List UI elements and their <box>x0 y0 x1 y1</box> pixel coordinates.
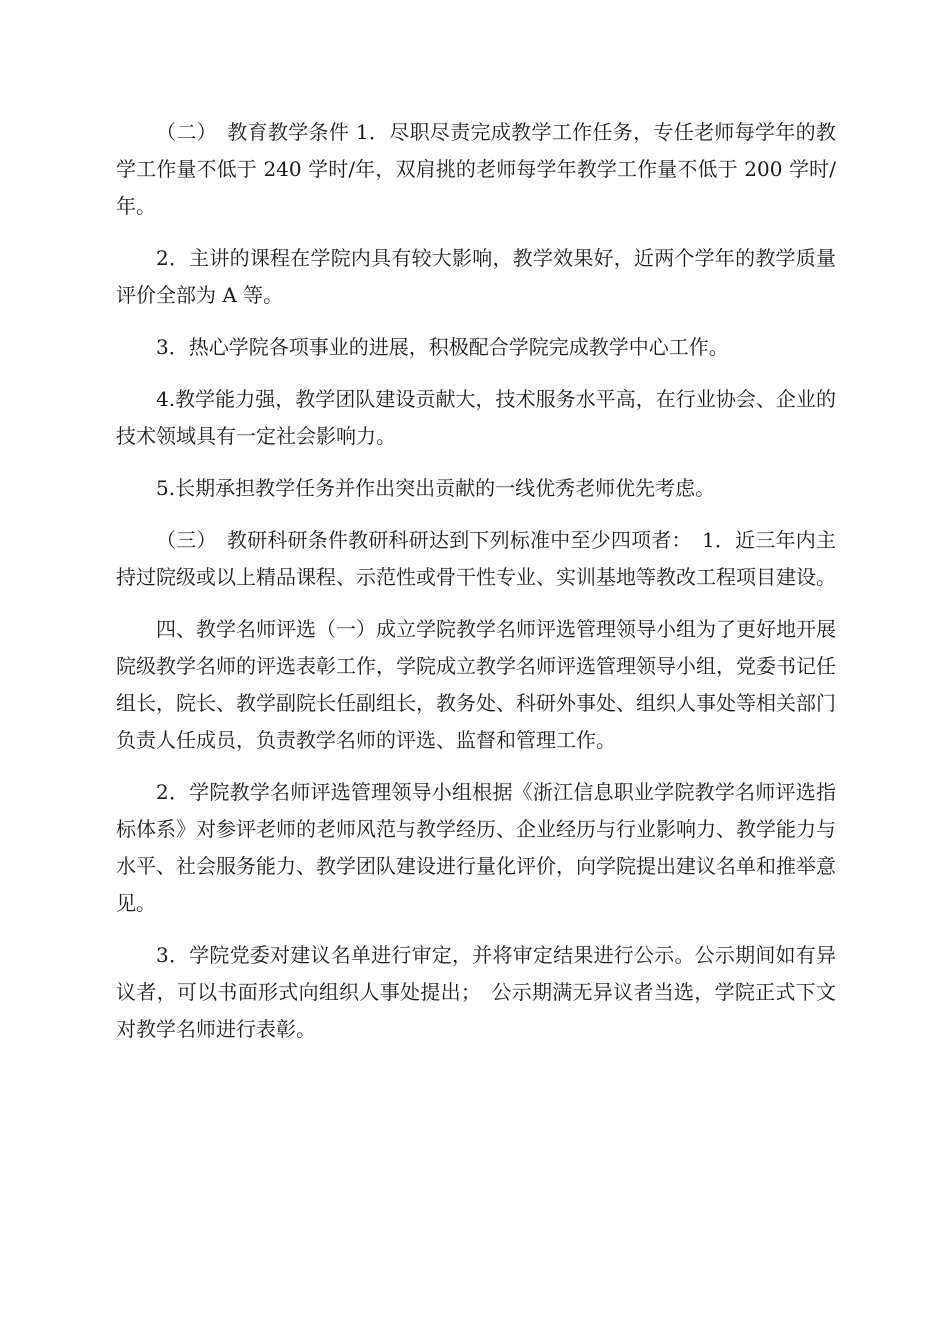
paragraph-teaching-ability: 4.教学能力强，教学团队建设贡献大，技术服务水平高，在行业协会、企业的技术领域具有一定社会影响力。 <box>116 387 836 448</box>
paragraph-evaluation: 2．学院教学名师评选管理领导小组根据《浙江信息职业学院教学名师评选指标体系》对参评老师的老师风范与教学经历、企业经历与行业影响力、教学能力与水平、社会服务能力、教学团队建设进行量化评价，向学院提出建议名单和推举意见。 <box>116 780 836 915</box>
paragraph-teaching-conditions: （二） 教育教学条件 1．尽职尽责完成教学工作任务，专任老师每学年的教学工作量不低于 240 学时/年，双肩挑的老师每学年教学工作量不低于 200 学时/年。 <box>116 120 836 218</box>
paragraph-course-influence: 2．主讲的课程在学院内具有较大影响，教学效果好，近两个学年的教学质量评价全部为 A 等。 <box>116 246 836 307</box>
document-body <box>116 114 836 1063</box>
paragraph-research-conditions: （三） 教研科研条件教研科研达到下列标准中至少四项者： 1．近三年内主持过院级或以上精品课程、示范性或骨干性专业、实训基地等教改工程项目建设。 <box>116 528 836 589</box>
paragraph-college-work: 3．热心学院各项事业的进展，积极配合学院完成教学中心工作。 <box>156 335 729 359</box>
paragraph-priority: 5.长期承担教学任务并作出突出贡献的一线优秀老师优先考虑。 <box>156 476 716 500</box>
paragraph-review-publicity: 3．学院党委对建议名单进行审定，并将审定结果进行公示。公示期间如有异议者，可以书面形式向组织人事处提出； 公示期满无异议者当选，学院正式下文对教学名师进行表彰。 <box>116 943 836 1041</box>
paragraph-selection-committee: 四、教学名师评选（一）成立学院教学名师评选管理领导小组为了更好地开展院级教学名师的评选表彰工作，学院成立教学名师评选管理领导小组，党委书记任组长，院长、教学副院长任副组长，教务处、科研外事处、组织人事处等相关部门负责人任成员，负责教学名师的评选、监督和管理工作。 <box>116 617 836 752</box>
